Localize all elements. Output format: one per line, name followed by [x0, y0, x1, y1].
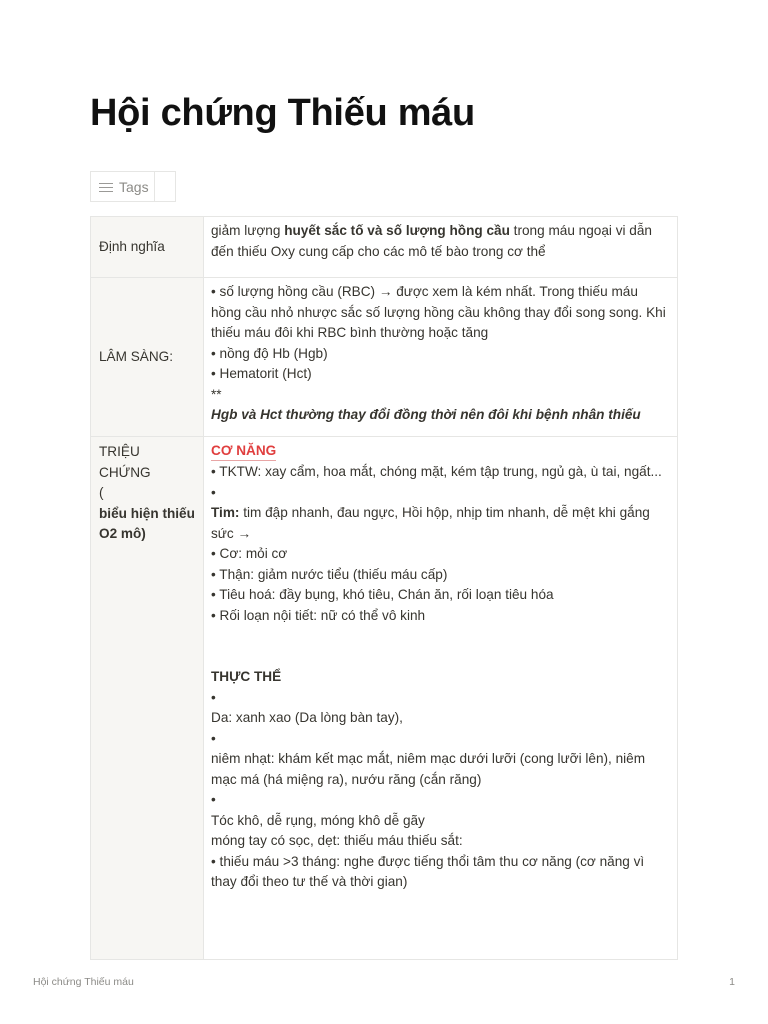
- row-value-dinh-nghia: [204, 217, 678, 278]
- list-item: Da: xanh xao (Da lòng bàn tay),: [211, 710, 403, 725]
- definition-text-2: trong máu ngoại vi dẫn đến thiếu Oxy cung cấp cho các mô tế bào trong cơ thể: [211, 223, 652, 259]
- list-item: •: [211, 792, 216, 807]
- row-value-lam-sang: [204, 278, 678, 437]
- bold-label: Tim:: [211, 505, 240, 520]
- note-text: Hgb và Hct thường thay đổi đồng thời nên đôi khi bệnh nhân thiếu: [211, 407, 641, 422]
- row-key-trieu-chung: [91, 437, 204, 960]
- definition-text-bold: huyết sắc tố và số lượng hồng cầu: [284, 223, 510, 238]
- list-item: •: [211, 484, 216, 500]
- row-key-line: TRIỆU CHỨNG: [99, 444, 151, 480]
- page-title: Hội chứng Thiếu máu: [90, 92, 475, 134]
- list-item: móng tay có sọc, dẹt: thiếu máu thiếu sắt:: [211, 833, 463, 848]
- section-heading-co-nang: CƠ NĂNG: [211, 441, 276, 461]
- list-item: • Hematorit (Hct): [211, 366, 312, 381]
- row-key-line: (: [99, 485, 104, 500]
- list-item: • Cơ: mỏi cơ: [211, 546, 288, 561]
- footer-page-number: 1: [729, 976, 735, 988]
- table-row: [91, 437, 678, 960]
- tags-divider: [154, 172, 155, 201]
- table-row: [91, 217, 678, 278]
- table-row: [91, 278, 678, 437]
- section-heading-thuc-the: THỰC THỂ: [211, 669, 282, 684]
- row-key-line: biểu hiện thiếu O2 mô): [99, 505, 195, 541]
- tags-property[interactable]: [90, 171, 176, 202]
- list-item: • nồng độ Hb (Hgb): [211, 345, 328, 361]
- tags-label: Tags: [119, 178, 149, 195]
- row-key-dinh-nghia: Định nghĩa: [91, 217, 204, 278]
- list-item: • thiếu máu >3 tháng: nghe được tiếng thổi tâm thu cơ năng (cơ năng vì thay đổi theo tư thế và thời gian): [211, 853, 645, 889]
- list-item: •: [211, 689, 216, 705]
- list-item: • TKTW: xay cẩm, hoa mắt, chóng mặt, kém tập trung, ngủ gà, ù tai, ngất...: [211, 464, 662, 479]
- list-item: • Thận: giảm nước tiểu (thiếu máu cấp): [211, 566, 448, 582]
- list-item: • Tiêu hoá: đầy bụng, khó tiêu, Chán ăn, rối loạn tiêu hóa: [211, 587, 554, 602]
- list-item: niêm nhạt: khám kết mạc mắt, niêm mạc dưới lưỡi (cong lưỡi lên), niêm mạc má (há miệng ra), nướu răng (cắn răng): [211, 751, 646, 787]
- list-item: •: [211, 730, 216, 746]
- row-key-lam-sang: LÂM SÀNG:: [91, 278, 204, 437]
- properties-table: [90, 216, 678, 960]
- list-item: • số lượng hồng cầu (RBC) → được xem là kém nhất. Trong thiếu máu hồng cầu nhỏ nhược sắc số lượng hồng cầu không thay đổi song song. Khi thiếu máu đôi khi RBC bình thường hoặc tăng: [211, 284, 666, 340]
- list-item: [211, 503, 670, 544]
- footer-doc-title: Hội chứng Thiếu máu: [33, 976, 134, 988]
- list-icon: [99, 182, 113, 192]
- list-item-text: tim đập nhanh, đau ngực, Hồi hộp, nhịp tim nhanh, dễ mệt khi gắng sức →: [211, 505, 650, 541]
- list-item: Tóc khô, dễ rụng, móng khô dễ gãy: [211, 812, 425, 828]
- list-item: **: [211, 386, 222, 402]
- definition-text-1: giảm lượng: [211, 223, 285, 238]
- list-item: • Rối loạn nội tiết: nữ có thể vô kinh: [211, 607, 426, 623]
- spacer: [211, 626, 670, 667]
- row-value-trieu-chung: [204, 437, 678, 960]
